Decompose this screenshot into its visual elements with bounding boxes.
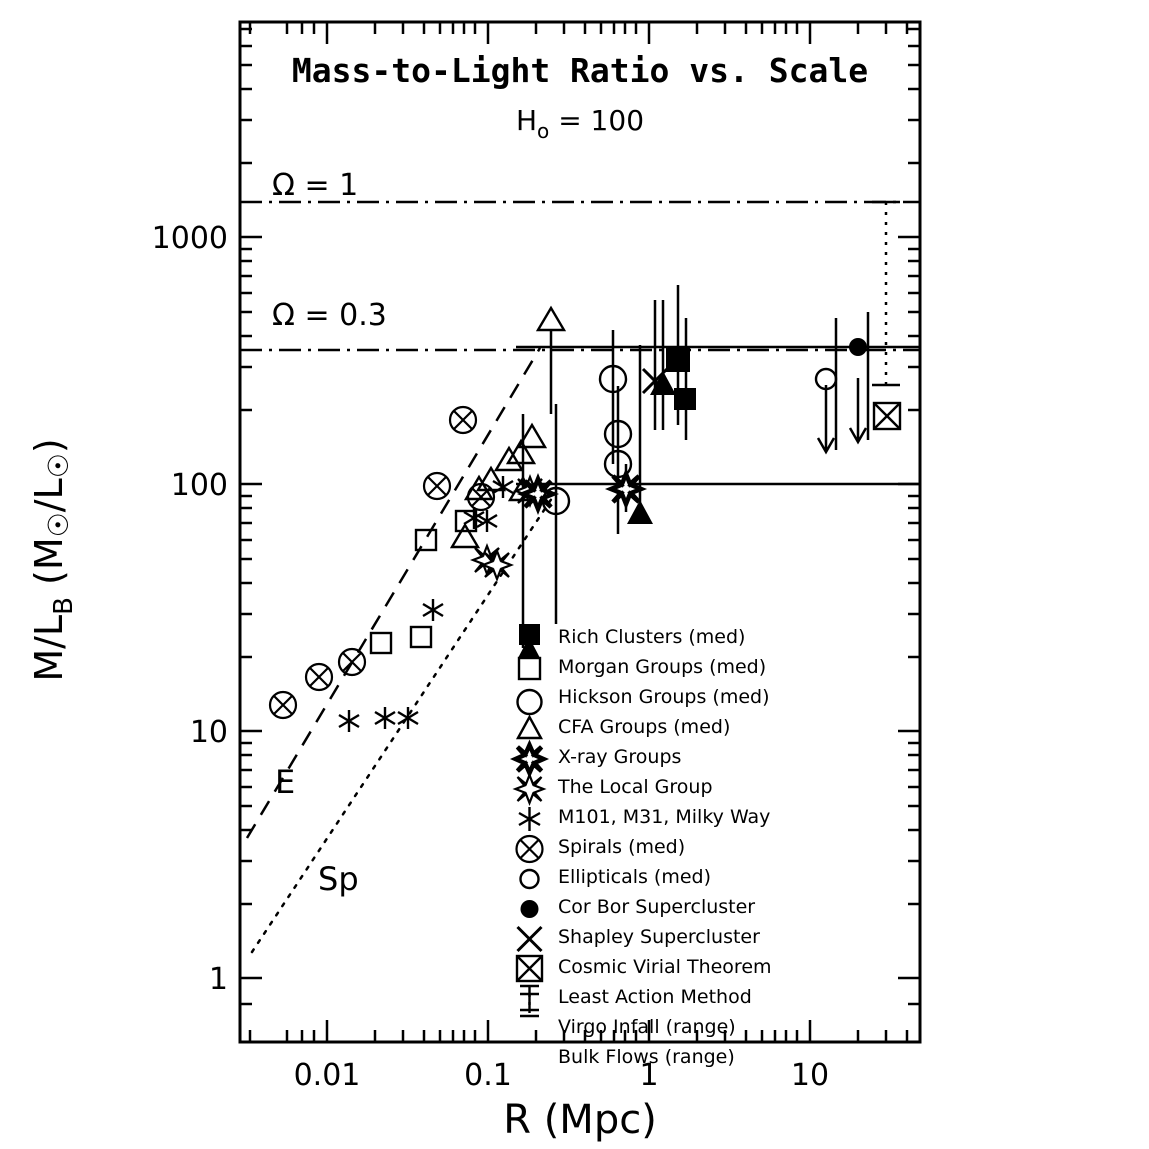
error-bars bbox=[523, 285, 868, 648]
y-tick-label: 1000 bbox=[151, 221, 228, 256]
omega-03-label: Ω = 0.3 bbox=[272, 298, 387, 333]
x-tick-label: 1 bbox=[639, 1058, 659, 1093]
subtitle-rest: = 100 bbox=[549, 104, 645, 137]
legend-label: Morgan Groups (med) bbox=[558, 656, 767, 678]
marker-morgan bbox=[627, 371, 676, 524]
y-axis-label-sun1: ☉ bbox=[42, 512, 75, 538]
y-axis-label-sub: B bbox=[49, 597, 79, 615]
legend-marker-open-circle bbox=[518, 690, 542, 714]
x-tick-label: 0.1 bbox=[464, 1058, 512, 1093]
legend-label: X-ray Groups bbox=[558, 746, 682, 768]
sp-curve bbox=[252, 492, 556, 952]
legend-marker-cross-x bbox=[518, 927, 542, 951]
legend-marker-open-square bbox=[519, 658, 540, 679]
legend-label: Shapley Supercluster bbox=[558, 926, 760, 948]
legend-marker-open-triangle bbox=[518, 717, 541, 738]
y-axis-label-main: M/L bbox=[27, 614, 71, 682]
y-axis-label bbox=[27, 438, 79, 681]
e-curve bbox=[247, 348, 540, 838]
marker-least-action bbox=[874, 403, 900, 429]
legend-label: Ellipticals (med) bbox=[558, 866, 712, 888]
legend-marker-errorbar-solid bbox=[520, 986, 539, 1010]
y-tick-label: 10 bbox=[189, 715, 228, 750]
legend-label: Virgo Infall (range) bbox=[558, 1016, 736, 1038]
subtitle-h: H bbox=[515, 104, 538, 137]
y-tick-label: 1 bbox=[208, 962, 228, 997]
y-axis-label-mid: /L bbox=[27, 478, 71, 513]
legend-label: Spirals (med) bbox=[558, 836, 686, 858]
legend-label: Bulk Flows (range) bbox=[558, 1046, 735, 1068]
y-axis-label-sun2: ☉ bbox=[42, 453, 75, 479]
svg-text:M/LB (M☉/L☉) bbox=[27, 438, 79, 681]
legend-marker-circled-cross bbox=[517, 836, 543, 862]
y-axis-label-paren: (M bbox=[27, 537, 71, 598]
y-tick-label: 100 bbox=[170, 468, 228, 503]
legend-label: Rich Clusters (med) bbox=[558, 626, 746, 648]
marker-spirals bbox=[339, 476, 513, 732]
legend-marker-asterisk bbox=[519, 807, 540, 831]
legend-label: CFA Groups (med) bbox=[558, 716, 731, 738]
x-tick-label: 10 bbox=[790, 1058, 830, 1093]
chart-legend bbox=[516, 624, 772, 1068]
legend-label: M101, M31, Milky Way bbox=[558, 806, 771, 828]
legend-marker-small-open-circle bbox=[521, 870, 539, 888]
legend-label: Cor Bor Supercluster bbox=[558, 896, 756, 918]
marker-shapley bbox=[849, 338, 867, 356]
legend-label: Hickson Groups (med) bbox=[558, 686, 770, 708]
sp-curve-label: Sp bbox=[318, 860, 359, 898]
legend-marker-bold-star8 bbox=[516, 745, 544, 773]
marker-ellipticals bbox=[270, 407, 494, 718]
chart-subtitle bbox=[516, 104, 644, 143]
chart-title: Mass-to-Light Ratio vs. Scale bbox=[291, 51, 869, 90]
marker-rich-clusters bbox=[666, 348, 696, 410]
legend-marker-boxed-x bbox=[517, 956, 542, 981]
legend-label: Least Action Method bbox=[558, 986, 752, 1008]
e-curve-label: E bbox=[275, 763, 296, 801]
x-tick-label: 0.01 bbox=[293, 1058, 361, 1093]
x-axis-label: R (Mpc) bbox=[503, 1097, 657, 1143]
legend-label: Cosmic Virial Theorem bbox=[558, 956, 772, 978]
legend-label: The Local Group bbox=[558, 776, 713, 798]
bulk-flows-range bbox=[872, 202, 900, 385]
legend-marker-small-filled-circle bbox=[521, 900, 539, 918]
y-tick-labels bbox=[152, 221, 228, 997]
y-axis-label-end: ) bbox=[27, 438, 71, 454]
omega-1-label: Ω = 1 bbox=[272, 168, 359, 203]
subtitle-sub: o bbox=[537, 119, 550, 143]
legend-marker-open-star8 bbox=[516, 775, 544, 803]
